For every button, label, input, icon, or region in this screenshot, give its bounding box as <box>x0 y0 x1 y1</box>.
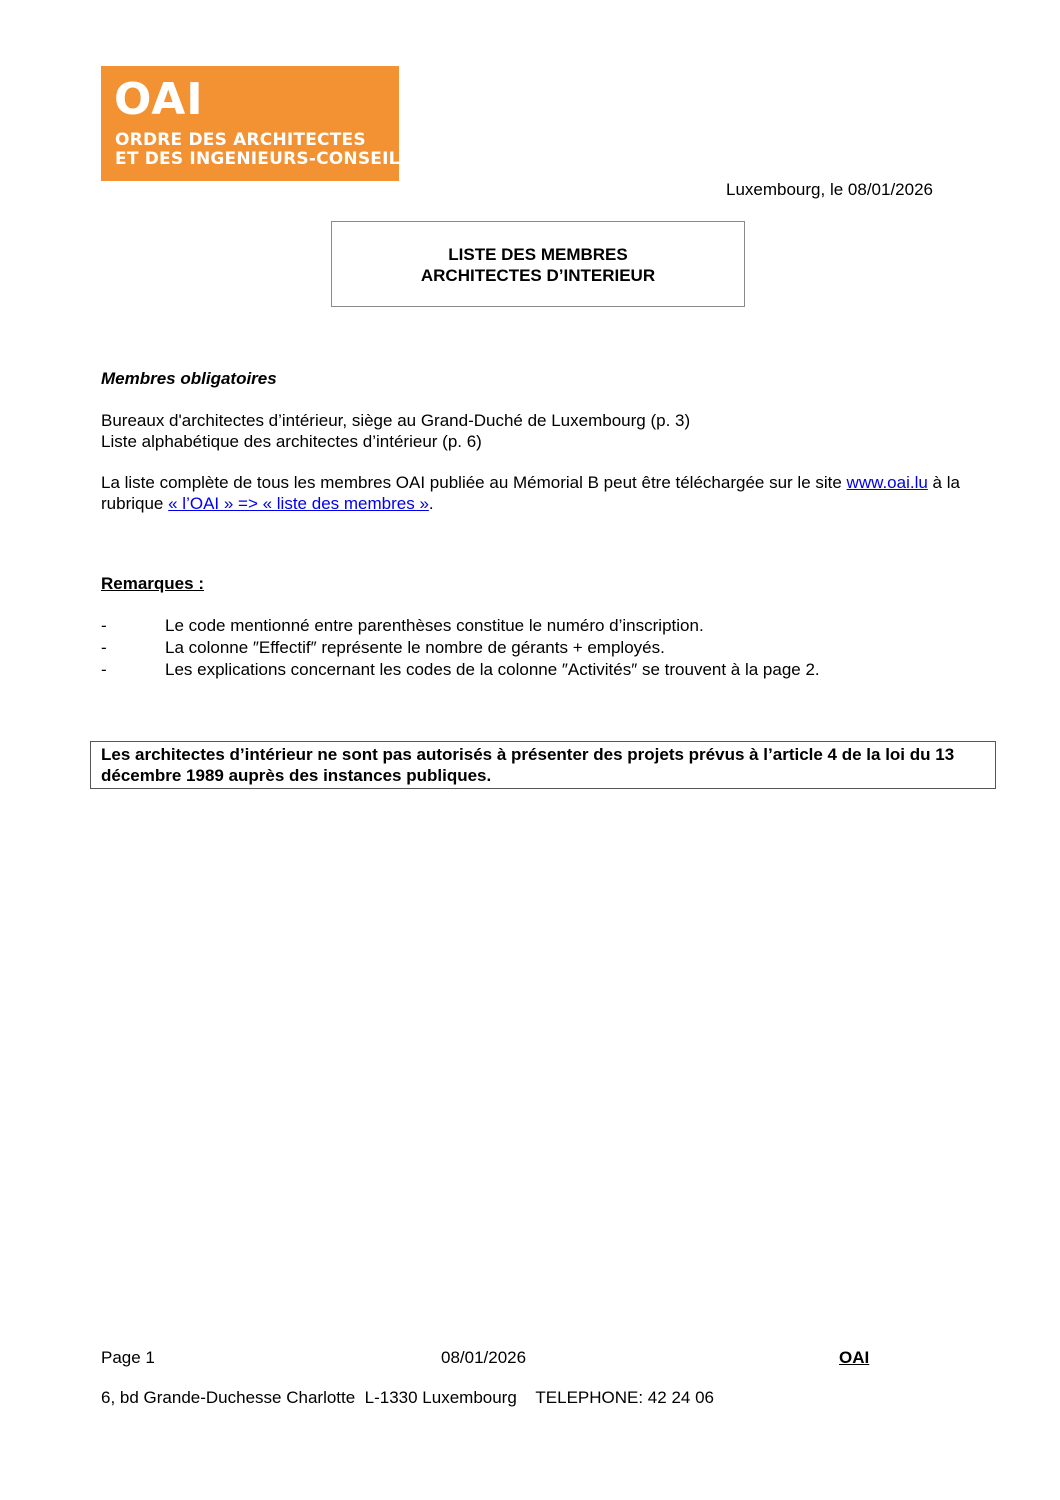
list-item <box>101 659 820 681</box>
footer-address: 6, bd Grande-Duchesse Charlotte L-1330 Luxembourg TELEPHONE: 42 24 06 <box>101 1388 714 1407</box>
list-item-text: Le code mentionné entre parenthèses constitue le numéro d’inscription. <box>165 616 704 635</box>
title-box <box>331 221 745 307</box>
contents-line-2: Liste alphabétique des architectes d’intérieur (p. 6) <box>101 432 482 451</box>
contents-paragraph <box>101 410 991 452</box>
list-dash: - <box>101 660 107 679</box>
oai-logo <box>101 66 413 181</box>
logo-mark: OAI <box>114 74 204 125</box>
dateline: Luxembourg, le 08/01/2026 <box>726 180 933 199</box>
logo-line-2: ET DES INGENIEURS-CONSEILS <box>115 149 413 169</box>
remarks-list <box>101 615 820 681</box>
download-text-before: La liste complète de tous les membres OAI publiée au Mémorial B peut être téléchargée sur le site <box>101 473 847 492</box>
list-dash: - <box>101 638 107 657</box>
download-text-after: . <box>428 494 434 513</box>
logo-line-1: ORDRE DES ARCHITECTES <box>115 130 366 150</box>
members-list-link[interactable]: « l’OAI » => « liste des membres » <box>168 494 429 513</box>
footer-date: 08/01/2026 <box>441 1348 527 1367</box>
footer-org: OAI <box>839 1348 870 1367</box>
title-line-2: ARCHITECTES D’INTERIEUR <box>420 266 656 285</box>
title-line-1: LISTE DES MEMBRES <box>448 245 628 264</box>
footer-page-number: Page 1 <box>101 1348 155 1367</box>
remarks-heading: Remarques : <box>101 574 204 593</box>
contents-line-1: Bureaux d'architectes d’intérieur, siège au Grand-Duché de Luxembourg (p. 3) <box>101 411 691 430</box>
download-paragraph <box>101 472 991 514</box>
list-item-text: La colonne ″Effectif″ représente le nombre de gérants + employés. <box>165 638 665 657</box>
section-heading: Membres obligatoires <box>101 369 277 388</box>
download-text-middle: à la rubrique <box>101 473 960 513</box>
list-dash: - <box>101 616 107 635</box>
list-item <box>101 637 820 659</box>
list-item <box>101 615 820 637</box>
oai-site-link[interactable]: www.oai.lu <box>846 473 928 492</box>
list-item-text: Les explications concernant les codes de la colonne ″Activités″ se trouvent à la page 2. <box>165 660 820 679</box>
notice-box: Les architectes d’intérieur ne sont pas autorisés à présenter des projets prévus à l’article 4 de la loi du 13 décembre 1989 auprès des instances publiques. <box>90 741 996 789</box>
